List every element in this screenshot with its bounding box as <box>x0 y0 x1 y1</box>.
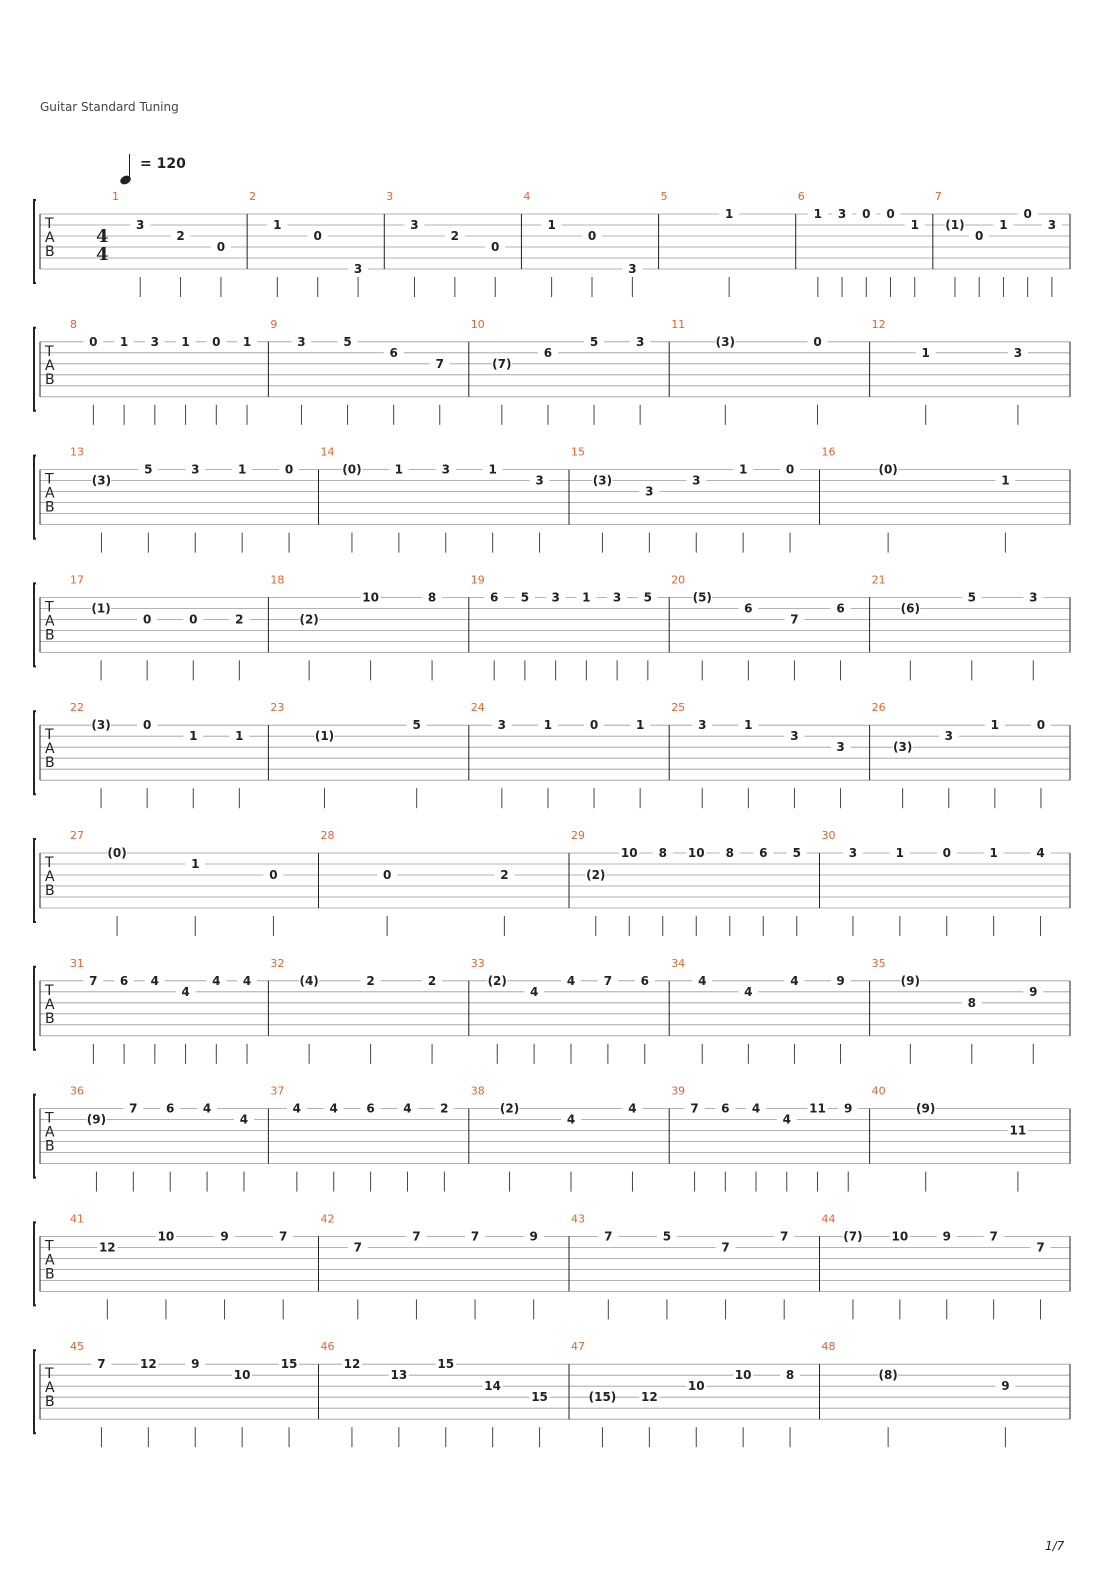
tab-system <box>34 829 1070 936</box>
measure-number: 37 <box>270 1084 285 1098</box>
fret-number: 0 <box>142 718 152 733</box>
tab-clef-letter: B <box>45 499 55 516</box>
fret-number: 6 <box>759 846 768 860</box>
fret-number: 8 <box>967 995 976 1010</box>
fret-number: 4 <box>529 984 539 999</box>
tab-clef-letter: T <box>45 1110 54 1127</box>
fret-number: (8) <box>878 1368 898 1383</box>
tab-clef-letter: T <box>45 855 54 871</box>
fret-number: 6 <box>721 1101 730 1116</box>
fret-number: 14 <box>484 1379 502 1394</box>
fret-number: 6 <box>640 973 649 988</box>
fret-number: 0 <box>284 462 294 477</box>
measure-number: 40 <box>871 1084 886 1098</box>
fret-number: 7 <box>353 1240 362 1255</box>
tab-clef-letter: B <box>45 244 55 260</box>
measure-number: 17 <box>70 573 84 587</box>
fret-number: 7 <box>1036 1240 1045 1255</box>
fret-number: 3 <box>1047 218 1057 232</box>
fret-number: 0 <box>587 229 597 243</box>
fret-number: (2) <box>586 868 606 882</box>
measure-number: 34 <box>671 956 686 970</box>
fret-number: 9 <box>1029 984 1038 999</box>
measure-number: 45 <box>70 1340 84 1354</box>
fret-number: 15 <box>280 1357 298 1372</box>
system-bracket <box>34 583 36 666</box>
fret-number: 3 <box>150 334 160 349</box>
fret-number: 3 <box>353 262 363 276</box>
fret-number: (15) <box>588 1390 617 1405</box>
fret-number: 1 <box>488 462 497 477</box>
measure-number: 12 <box>871 317 886 331</box>
measure-number: 3 <box>386 190 394 203</box>
fret-number: 7 <box>790 612 799 627</box>
fret-number: 7 <box>97 1357 106 1372</box>
fret-number: 7 <box>603 973 613 988</box>
fret-number: 2 <box>440 1101 449 1116</box>
fret-number: 7 <box>89 973 98 988</box>
fret-number: 4 <box>698 973 707 988</box>
measure-number: 32 <box>270 956 285 970</box>
tempo-value: = 120 <box>140 156 186 172</box>
measure-number: 39 <box>671 1084 686 1098</box>
fret-number: 1 <box>543 718 553 733</box>
fret-number: 4 <box>1036 846 1045 860</box>
fret-number: 10 <box>362 590 379 605</box>
fret-number: 7 <box>690 1101 699 1116</box>
fret-number: (3) <box>715 334 735 349</box>
fret-number: 0 <box>1036 718 1046 733</box>
fret-number: 0 <box>813 334 822 349</box>
tuning-label: Guitar Standard Tuning <box>40 100 179 114</box>
fret-number: 10 <box>233 1368 251 1383</box>
fret-number: (2) <box>299 612 319 627</box>
fret-number: (7) <box>843 1229 863 1244</box>
fret-number: 5 <box>520 590 530 605</box>
fret-number: 3 <box>441 462 450 477</box>
fret-number: 1 <box>119 334 129 349</box>
fret-number: (3) <box>91 473 112 488</box>
fret-number: 7 <box>780 1229 789 1244</box>
measure-number: 25 <box>671 701 686 715</box>
system-bracket <box>34 1222 36 1305</box>
measure-number: 18 <box>270 573 285 587</box>
measure-number: 43 <box>571 1212 585 1226</box>
fret-number: 10 <box>687 846 705 860</box>
fret-number: 1 <box>744 718 753 733</box>
fret-number: 2 <box>500 868 509 882</box>
tab-clef-letter: T <box>45 343 54 360</box>
fret-number: (5) <box>692 590 712 605</box>
fret-number: 0 <box>89 334 98 349</box>
fret-number: 5 <box>343 334 352 349</box>
measure-number: 35 <box>871 956 886 970</box>
measure-number: 46 <box>320 1340 335 1354</box>
tab-clef-letter: A <box>45 613 55 630</box>
fret-number: 5 <box>412 718 421 733</box>
fret-number: 4 <box>292 1101 302 1116</box>
fret-number: 0 <box>269 868 278 882</box>
measure-number: 15 <box>571 445 585 459</box>
fret-number: 6 <box>836 601 845 616</box>
fret-number: 6 <box>389 345 398 360</box>
fret-number: (3) <box>592 473 613 488</box>
measure-number: 31 <box>70 956 84 970</box>
measure-number: 5 <box>660 190 668 203</box>
fret-number: (6) <box>900 601 920 616</box>
fret-number: 0 <box>382 868 392 882</box>
tab-clef-letter: A <box>45 1252 55 1269</box>
time-signature-digit: 4 <box>96 244 109 265</box>
measure-number: 27 <box>70 829 84 842</box>
system-bracket <box>34 967 36 1050</box>
tab-clef-letter: A <box>45 1124 55 1141</box>
page-number: 1/7 <box>1045 1539 1065 1553</box>
fret-number: 0 <box>1023 207 1032 221</box>
fret-number: 7 <box>279 1229 288 1244</box>
fret-number: 6 <box>366 1101 375 1116</box>
fret-number: 4 <box>150 973 160 988</box>
fret-number: (9) <box>900 973 920 988</box>
system-bracket <box>34 1095 36 1178</box>
system-bracket <box>34 456 36 539</box>
fret-number: 11 <box>809 1101 826 1116</box>
fret-number: 1 <box>910 218 919 232</box>
fret-number: 1 <box>635 718 645 733</box>
fret-number: 2 <box>366 973 375 988</box>
measure-number: 10 <box>470 317 485 331</box>
fret-number: 4 <box>181 984 190 999</box>
tab-system <box>34 190 1070 297</box>
measure-number: 16 <box>821 445 836 459</box>
fret-number: 3 <box>944 729 953 744</box>
fret-number: 5 <box>643 590 653 605</box>
fret-number: 1 <box>989 846 998 860</box>
fret-number: 5 <box>662 1229 672 1244</box>
fret-number: 4 <box>566 1112 576 1127</box>
tab-clef-letter: B <box>45 883 55 899</box>
fret-number: 3 <box>628 262 637 276</box>
tab-clef-letter: T <box>45 216 54 232</box>
measure-number: 4 <box>523 190 531 203</box>
fret-number: (9) <box>916 1101 936 1116</box>
fret-number: 4 <box>628 1101 637 1116</box>
fret-number: (1) <box>945 218 965 232</box>
measure-number: 48 <box>821 1340 836 1354</box>
fret-number: 1 <box>242 334 252 349</box>
tab-system <box>34 446 1070 553</box>
fret-number: 3 <box>635 334 645 349</box>
fret-number: 4 <box>239 1112 249 1127</box>
fret-number: 1 <box>237 462 247 477</box>
fret-number: 4 <box>242 973 252 988</box>
fret-number: 15 <box>437 1357 455 1372</box>
fret-number: 8 <box>785 1368 795 1383</box>
measure-number: 38 <box>470 1084 485 1098</box>
fret-number: (0) <box>107 846 127 860</box>
tab-clef-letter: B <box>45 371 55 388</box>
measure-number: 14 <box>320 445 335 459</box>
fret-number: 2 <box>235 612 244 627</box>
tab-clef-letter: A <box>45 230 55 246</box>
measure-number: 1 <box>112 190 119 203</box>
measure-number: 19 <box>470 573 485 587</box>
fret-number: 0 <box>491 240 500 254</box>
tab-clef-letter: A <box>45 1380 55 1397</box>
measure-number: 28 <box>320 829 335 842</box>
fret-number: 11 <box>1009 1123 1027 1138</box>
tab-clef-letter: T <box>45 599 54 616</box>
fret-number: 6 <box>489 590 499 605</box>
fret-number: 2 <box>450 229 460 243</box>
fret-number: 3 <box>191 462 200 477</box>
tab-clef-letter: T <box>45 982 54 999</box>
fret-number: 3 <box>836 740 845 755</box>
measure-number: 47 <box>571 1340 585 1354</box>
fret-number: 7 <box>435 356 444 371</box>
fret-number: 0 <box>942 846 951 860</box>
measure-number: 44 <box>821 1212 836 1226</box>
tab-clef-letter: T <box>45 1238 54 1255</box>
measure-number: 41 <box>70 1212 84 1226</box>
tab-clef-letter: A <box>45 996 55 1013</box>
fret-number: 7 <box>604 1229 613 1244</box>
tab-system <box>34 318 1070 425</box>
fret-number: 4 <box>566 973 576 988</box>
fret-number: (9) <box>86 1112 107 1127</box>
fret-number: 4 <box>403 1101 412 1116</box>
measure-number: 2 <box>249 190 257 203</box>
fret-number: 1 <box>813 207 823 221</box>
tab-clef-letter: B <box>45 1394 55 1411</box>
system-bracket <box>34 1350 36 1433</box>
fret-number: 7 <box>470 1229 480 1244</box>
measure-number: 8 <box>70 317 77 331</box>
fret-number: 6 <box>744 601 753 616</box>
fret-number: 0 <box>313 229 322 243</box>
fret-number: 1 <box>895 846 905 860</box>
fret-number: 8 <box>658 846 667 860</box>
fret-number: 1 <box>235 729 244 744</box>
tab-clef-letter: T <box>45 727 54 744</box>
fret-number: (0) <box>878 462 898 477</box>
fret-number: 5 <box>144 462 153 477</box>
tab-system <box>34 701 1070 808</box>
fret-number: 0 <box>142 612 152 627</box>
fret-number: 0 <box>216 240 226 254</box>
fret-number: 3 <box>1013 345 1023 360</box>
fret-number: 3 <box>612 590 622 605</box>
tab-clef-letter: B <box>45 1138 55 1155</box>
fret-number: 1 <box>189 729 198 744</box>
tab-clef-letter: B <box>45 627 55 644</box>
fret-number: 0 <box>785 462 795 477</box>
fret-number: 0 <box>975 229 984 243</box>
fret-number: 3 <box>297 334 306 349</box>
fret-number: 12 <box>98 1240 116 1255</box>
fret-number: 12 <box>640 1390 658 1405</box>
tab-system <box>34 1212 1070 1319</box>
measure-number: 33 <box>470 956 485 970</box>
fret-number: 5 <box>589 334 599 349</box>
fret-number: 12 <box>343 1357 361 1372</box>
fret-number: 7 <box>412 1229 421 1244</box>
tab-system <box>34 957 1070 1064</box>
measure-number: 24 <box>470 701 485 715</box>
fret-number: 3 <box>535 473 544 488</box>
fret-number: 9 <box>529 1229 538 1244</box>
fret-number: 4 <box>202 1101 212 1116</box>
fret-number: 0 <box>862 207 871 221</box>
fret-number: 3 <box>136 218 145 232</box>
tab-clef-letter: T <box>45 471 54 488</box>
fret-number: 7 <box>721 1240 730 1255</box>
fret-number: 1 <box>191 857 200 871</box>
fret-number: 5 <box>792 846 801 860</box>
measure-number: 21 <box>871 573 886 587</box>
fret-number: 1 <box>921 345 930 360</box>
fret-number: 0 <box>886 207 895 221</box>
fret-number: (0) <box>342 462 362 477</box>
measure-number: 7 <box>934 190 942 203</box>
fret-number: 5 <box>967 590 976 605</box>
tab-clef-letter: A <box>45 869 55 885</box>
fret-number: 4 <box>744 984 753 999</box>
fret-number: 1 <box>181 334 190 349</box>
measure-number: 30 <box>821 829 836 842</box>
fret-number: 1 <box>394 462 404 477</box>
measure-number: 13 <box>70 445 84 459</box>
fret-number: 9 <box>844 1101 853 1116</box>
fret-number: 8 <box>725 846 734 860</box>
fret-number: 2 <box>427 973 437 988</box>
fret-number: 1 <box>999 218 1008 232</box>
fret-number: 10 <box>891 1229 909 1244</box>
fret-number: 1 <box>582 590 591 605</box>
fret-number: 7 <box>989 1229 998 1244</box>
fret-number: 1 <box>547 218 556 232</box>
fret-number: 3 <box>497 718 507 733</box>
fret-number: (3) <box>892 740 913 755</box>
measure-number: 6 <box>797 190 805 203</box>
tab-system <box>34 573 1070 680</box>
fret-number: 6 <box>543 345 553 360</box>
fret-number: 3 <box>837 207 847 221</box>
fret-number: 3 <box>551 590 560 605</box>
fret-number: 1 <box>273 218 282 232</box>
measure-number: 20 <box>671 573 686 587</box>
fret-number: 8 <box>427 590 437 605</box>
fret-number: 10 <box>620 846 638 860</box>
fret-number: (7) <box>492 356 512 371</box>
system-bracket <box>34 328 36 411</box>
tab-clef-letter: B <box>45 1266 55 1283</box>
fret-number: 1 <box>724 207 734 221</box>
fret-number: (3) <box>91 718 111 733</box>
fret-number: 3 <box>698 718 707 733</box>
measure-number: 9 <box>270 317 278 331</box>
system-bracket <box>34 711 36 794</box>
fret-number: 3 <box>1029 590 1038 605</box>
fret-number: 0 <box>189 612 198 627</box>
fret-number: 9 <box>191 1357 200 1372</box>
tab-clef-letter: A <box>45 741 55 758</box>
measure-number: 29 <box>571 829 585 842</box>
fret-number: 9 <box>220 1229 229 1244</box>
tab-system <box>34 1340 1070 1447</box>
fret-number: 3 <box>645 484 654 499</box>
measure-number: 23 <box>270 701 285 715</box>
fret-number: 13 <box>390 1368 408 1383</box>
tab-clef-letter: T <box>45 1366 54 1383</box>
time-signature-digit: 4 <box>96 226 109 247</box>
fret-number: 1 <box>1001 473 1010 488</box>
fret-number: 3 <box>410 218 419 232</box>
fret-number: 12 <box>139 1357 157 1372</box>
fret-number: 9 <box>942 1229 951 1244</box>
measure-number: 26 <box>871 701 886 715</box>
fret-number: 10 <box>157 1229 175 1244</box>
fret-number: 10 <box>734 1368 752 1383</box>
fret-number: 3 <box>848 846 858 860</box>
fret-number: 6 <box>119 973 129 988</box>
fret-number: 1 <box>738 462 748 477</box>
fret-number: 15 <box>531 1390 548 1405</box>
fret-number: 1 <box>990 718 1000 733</box>
tab-clef-letter: A <box>45 485 55 502</box>
fret-number: (2) <box>487 973 507 988</box>
tab-system <box>34 1085 1070 1192</box>
fret-number: 3 <box>692 473 701 488</box>
system-bracket <box>34 839 36 922</box>
fret-number: 4 <box>782 1112 791 1127</box>
tab-clef-letter: A <box>45 357 55 374</box>
fret-number: (2) <box>499 1101 520 1116</box>
fret-number: (1) <box>314 729 335 744</box>
measure-number: 22 <box>70 701 84 715</box>
fret-number: 9 <box>836 973 845 988</box>
fret-number: 0 <box>212 334 221 349</box>
fret-number: 7 <box>129 1101 138 1116</box>
fret-number: (1) <box>91 601 111 616</box>
fret-number: 10 <box>687 1379 705 1394</box>
fret-number: 4 <box>212 973 221 988</box>
fret-number: 6 <box>166 1101 175 1116</box>
measure-number: 36 <box>70 1084 84 1098</box>
fret-number: 4 <box>751 1101 761 1116</box>
fret-number: 4 <box>329 1101 338 1116</box>
fret-number: 9 <box>1001 1379 1010 1394</box>
tab-clef-letter: B <box>45 755 55 772</box>
tab-clef-letter: B <box>45 1010 55 1027</box>
measure-number: 42 <box>320 1212 335 1226</box>
fret-number: 3 <box>790 729 799 744</box>
fret-number: 2 <box>176 229 185 243</box>
fret-number: 0 <box>589 718 599 733</box>
fret-number: (4) <box>299 973 319 988</box>
fret-number: 4 <box>790 973 799 988</box>
system-bracket <box>34 200 36 283</box>
measure-number: 11 <box>671 317 686 331</box>
